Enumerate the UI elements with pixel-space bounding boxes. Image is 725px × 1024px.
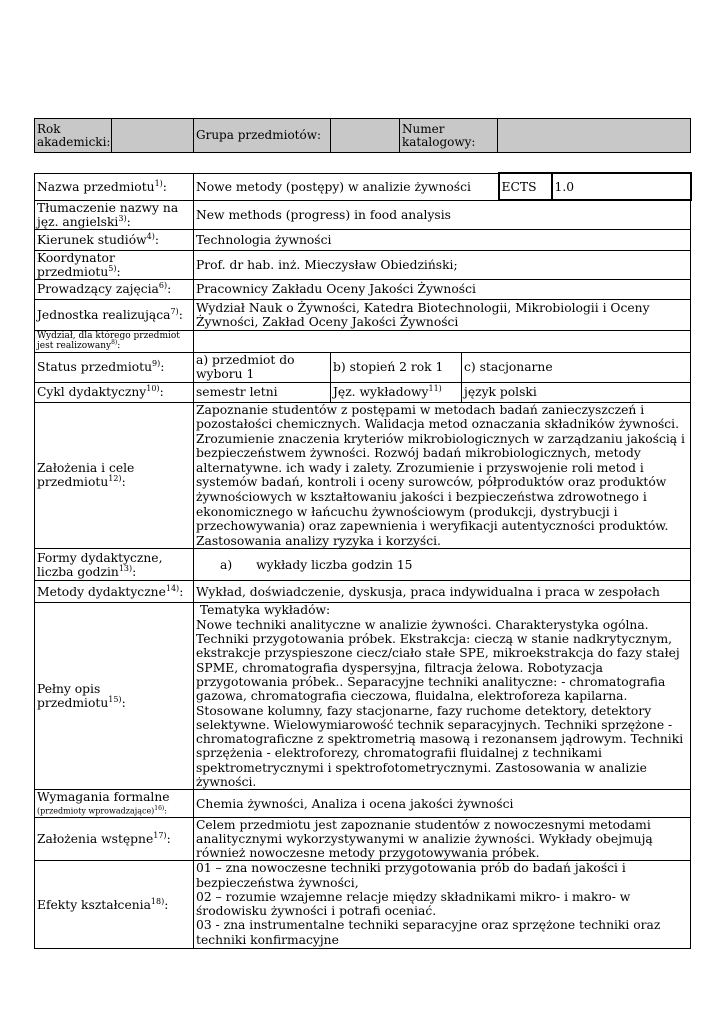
row-metody: [35, 581, 691, 603]
jednostka-value: Wydział Nauk o Żywności, Katedra Biotechnologii, Mikrobiologii i Oceny Żywności, Zakład Oceny Jakości Żywności: [194, 299, 691, 330]
row-zalozenia-wstepne: [35, 818, 691, 861]
course-table: [34, 172, 692, 949]
metody-label: Metody dydaktyczne$^{14)}$:: [35, 581, 194, 603]
koordynator-value: Prof. dr hab. inż. Mieczysław Obiedziński;: [194, 250, 691, 279]
row-status: [35, 352, 691, 382]
nazwa-value: Nowe metody (postępy) w analizie żywności: [194, 173, 499, 200]
formy-label: Formy dydaktyczne, liczba godzin$^{13)}$:: [35, 549, 194, 581]
formy-item: wykłady liczba godzin 15: [256, 557, 413, 572]
formy-value: [194, 549, 691, 581]
status-b: b) stopień 2 rok 1: [331, 352, 462, 382]
zalozenia-wstepne-label: Założenia wstępne$^{17)}$:: [35, 818, 194, 861]
zalozenia-wstepne-value: Celem przedmiotu jest zapoznanie studentów z nowoczesnymi metodami analitycznymi wykorzystywanymi w analizie żywności. Wykłady obejmują również nowoczesne metody przygotowywania próbek.: [194, 818, 691, 861]
row-jednostka: [35, 299, 691, 330]
prowadzacy-label: Prowadzący zajęcia$^{6)}$:: [35, 279, 194, 299]
status-label: Status przedmiotu$^{9)}$:: [35, 352, 194, 382]
tlumaczenie-label: Tłumaczenie nazwy na jęz. angielski$^{3)}$:: [35, 200, 194, 229]
row-zalozenia-cele: [35, 402, 691, 549]
efekty-item-1: 01 – zna nowoczesne techniki przygotowania prób do badań jakości i bezpieczeństwa żywności,: [196, 861, 626, 890]
grupa-value[interactable]: [331, 119, 400, 153]
wymagania-value: Chemia żywności, Analiza i ocena jakości żywności: [194, 790, 691, 818]
row-wymagania: [35, 790, 691, 818]
header-row: [35, 119, 691, 153]
efekty-item-3: 03 - zna instrumentalne techniki separacyjne oraz sprzężone techniki oraz techniki konfirmacyjne: [196, 918, 661, 947]
ects-label: ECTS: [499, 173, 552, 200]
rok-label: Rok akademicki:: [35, 119, 112, 153]
efekty-label: Efekty kształcenia$^{18)}$:: [35, 861, 194, 949]
row-koordynator: [35, 250, 691, 279]
zalozenia-cele-label: Założenia i cele przedmiotu$^{12)}$:: [35, 402, 194, 549]
header-table: [34, 118, 691, 153]
jednostka-label: Jednostka realizująca$^{7)}$:: [35, 299, 194, 330]
row-efekty: [35, 861, 691, 949]
status-a: a) przedmiot do wyboru 1: [194, 352, 331, 382]
row-wydzial: [35, 330, 691, 352]
pelny-opis-text: Nowe techniki analityczne w analizie żywności. Charakterystyka ogólna. Techniki przygotowania próbek. Ekstrakcja: cieczą w stanie nadkrytycznym, ekstrakcje przyspieszone ciecz/ciało stałe SPE, mikroekstrakcja do fazy stałej SPME, chromatografia dyspersyjna, filtracja żelowa. Robotyzacja przygotowania próbek.. Separacyjne techniki analityczne: - chromatografia gazowa, chromatografia cieczowa, fluidalna, elektroforeza kapilarna. Stosowane kolumny, fazy stacjonarne, fazy ruchome detektory, detektory selektywne. Wielowymiarowość technik separacyjnych. Techniki sprzężone - chromatograficzne z spektrometrią masową i rezonansem jądrowym. Techniki sprzężenia - elektroforezy, chromatografii fluidalnej z technikami spektrometrycznymi i spektrofotometrycznymi. Zastosowania w analizie żywności.: [196, 617, 684, 789]
grupa-label: Grupa przedmiotów:: [194, 119, 331, 153]
prowadzacy-value: Pracownicy Zakładu Oceny Jakości Żywności: [194, 279, 691, 299]
jezyk-label: Jęz. wykładowy$^{11)}$: [331, 382, 462, 402]
row-formy: [35, 549, 691, 581]
cykl-label: Cykl dydaktyczny$^{10)}$:: [35, 382, 194, 402]
numer-label: Numer katalogowy:: [400, 119, 498, 153]
tlumaczenie-value: New methods (progress) in food analysis: [194, 200, 691, 229]
efekty-item-2: 02 – rozumie wzajemne relacje między składnikami mikro- i makro- w środowisku żywności i potrafi oceniać.: [196, 889, 631, 919]
row-tlumaczenie: [35, 200, 691, 229]
ects-value: 1.0: [552, 173, 691, 200]
wydzial-label: Wydział, dla którego przedmiot jest realizowany$^{8)}$:: [35, 330, 194, 352]
jezyk-value: język polski: [462, 382, 691, 402]
koordynator-label: Koordynator przedmiotu$^{5)}$:: [35, 250, 194, 279]
formy-marker: a): [220, 557, 233, 572]
kierunek-label: Kierunek studiów$^{4)}$:: [35, 229, 194, 250]
row-pelny-opis: [35, 603, 691, 790]
kierunek-value: Technologia żywności: [194, 229, 691, 250]
row-kierunek: [35, 229, 691, 250]
wymagania-label: Wymagania formalne (przedmioty wprowadzające)$^{16)}$:: [35, 790, 194, 818]
zalozenia-cele-value: Zapoznanie studentów z postępami w metodach badań zanieczyszczeń i pozostałości chemicznych. Walidacja metod oznaczania składników żywności. Zrozumienie znaczenia kryteriów mikrobiologicznych w zarządzaniu jakością i bezpieczeństwem żywności. Rozwój badań mikrobiologicznych, metody alternatywne. ich wady i zalety. Zrozumienie i przyswojenie roli metod i systemów badań, kontroli i oceny surowców, półproduktów oraz produktów żywnościowych w kształtowaniu jakości i bezpieczeństwa zdrowotnego i ekonomicznego w łańcuchu żywnościowym (produkcji, dystrybucji i przechowywania) oraz zapewnienia i weryfikacji autentyczności produktów. Zastosowania analizy ryzyka i korzyści.: [194, 402, 691, 549]
pelny-opis-heading: Tematyka wykładów:: [196, 603, 331, 618]
row-prowadzacy: [35, 279, 691, 299]
pelny-opis-label: Pełny opis przedmiotu$^{15)}$:: [35, 603, 194, 790]
row-cykl: [35, 382, 691, 402]
status-c: c) stacjonarne: [462, 352, 691, 382]
cykl-value: semestr letni: [194, 382, 331, 402]
nazwa-label: Nazwa przedmiotu$^{1)}$:: [35, 173, 194, 200]
metody-value: Wykład, doświadczenie, dyskusja, praca indywidualna i praca w zespołach: [194, 581, 691, 603]
row-nazwa: [35, 173, 691, 200]
rok-value[interactable]: [112, 119, 194, 153]
wydzial-value: [194, 330, 691, 352]
numer-value[interactable]: [498, 119, 691, 153]
efekty-value: [194, 861, 691, 949]
pelny-opis-value: [194, 603, 691, 790]
